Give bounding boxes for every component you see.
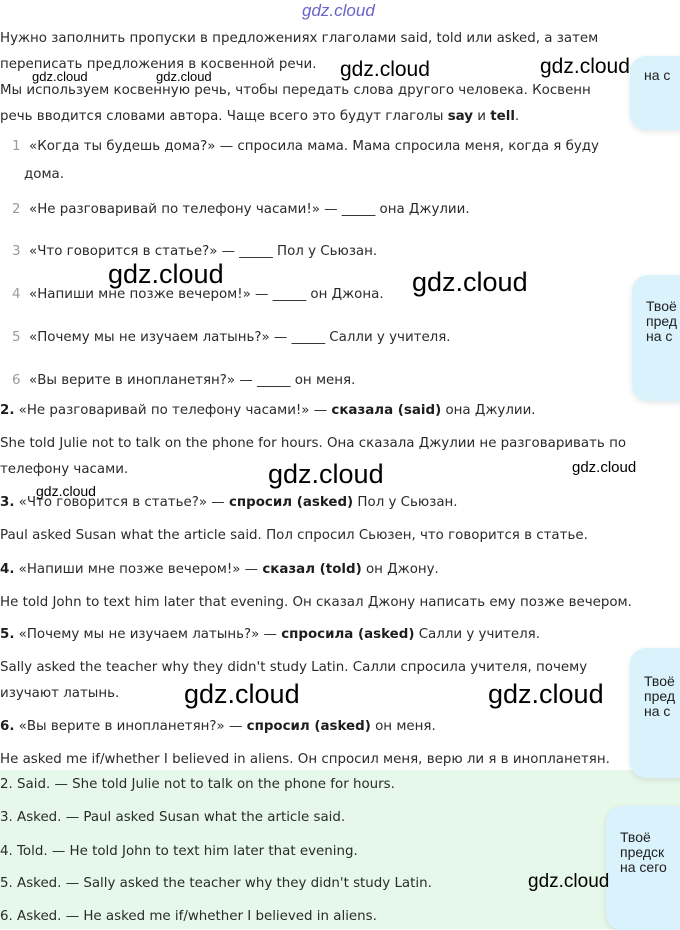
intro-line-4: речь вводится словами автора. Чаще всего это будут глаголы say и tell. <box>0 109 520 124</box>
exercise-item-1: 1 «Когда ты будешь дома?» — спросила мама. Мама спросила меня, когда я буду <box>12 139 599 154</box>
watermark: gdz.cloud <box>32 69 88 84</box>
watermark: gdz.cloud <box>184 679 300 709</box>
watermark: gdz.cloud <box>36 483 96 499</box>
intro-line-3: Мы используем косвенную речь, чтобы передать слова другого человека. Косвенн <box>0 83 591 98</box>
answer-2-translation-line-1: She told Julie not to talk on the phone for hours. Она сказала Джулии не разговаривать по <box>0 436 627 451</box>
answer-4-translation: He told John to text him later that evening. Он сказал Джону написать ему позже вечером. <box>0 595 632 610</box>
watermark: gdz.cloud <box>488 679 604 709</box>
watermark: gdz.cloud <box>528 871 610 892</box>
watermark: gdz.cloud <box>340 58 430 81</box>
intro-line-1: Нужно заполнить пропуски в предложениях глаголами said, told или asked, а затем <box>0 31 599 46</box>
watermark: gdz.cloud <box>540 55 630 78</box>
answer-3-heading: 3. «Что говорится в статье?» — спросил (asked) Пол у Сьюзан. <box>0 495 458 510</box>
intro-line-2: переписать предложения в косвенной речи. <box>0 57 317 72</box>
watermark: gdz.cloud <box>412 267 528 297</box>
answer-4-heading: 4. «Напиши мне позже вечером!» — сказал (told) он Джону. <box>0 562 439 577</box>
answer-2-translation-line-2: телефону часами. <box>0 462 129 477</box>
summary-line-6: 6. Asked. — He asked me if/whether I believed in aliens. <box>0 909 377 924</box>
exercise-item-3: 3 «Что говорится в статье?» — _____ Пол у Сьюзан. <box>12 244 378 259</box>
exercise-item-5: 5 «Почему мы не изучаем латынь?» — _____ Салли у учителя. <box>12 330 451 345</box>
exercise-item-1-continued: дома. <box>24 167 65 182</box>
summary-line-3: 3. Asked. — Paul asked Susan what the article said. <box>0 810 346 825</box>
exercise-item-2: 2 «Не разговаривай по телефону часами!» — _____ она Джулии. <box>12 202 470 217</box>
watermark: gdz.cloud <box>108 259 224 289</box>
promo-tooltip-1[interactable]: на с <box>630 56 680 130</box>
answer-3-translation: Paul asked Susan what the article said. Пол спросил Сьюзен, что говорится в статье. <box>0 528 588 543</box>
answer-5-heading: 5. «Почему мы не изучаем латынь?» — спросила (asked) Салли у учителя. <box>0 627 540 642</box>
summary-line-4: 4. Told. — He told John to text him later that evening. <box>0 844 358 859</box>
watermark: gdz.cloud <box>268 459 384 489</box>
exercise-item-6: 6 «Вы верите в инопланетян?» — _____ он меня. <box>12 373 356 388</box>
watermark: gdz.cloud <box>572 459 637 476</box>
promo-tooltip-4[interactable]: Твоё предск на сего <box>606 806 680 930</box>
summary-line-2: 2. Said. — She told Julie not to talk on the phone for hours. <box>0 777 395 792</box>
answer-5-translation-line-1: Sally asked the teacher why they didn't study Latin. Салли спросила учителя, почему <box>0 660 588 675</box>
answer-6-translation: He asked me if/whether I believed in aliens. Он спросил меня, верю ли я в инопланетян. <box>0 752 610 767</box>
exercise-item-4: 4 «Напиши мне позже вечером!» — _____ он Джона. <box>12 287 384 302</box>
summary-line-5: 5. Asked. — Sally asked the teacher why they didn't study Latin. <box>0 876 432 891</box>
answer-5-translation-line-2: изучают латынь. <box>0 686 120 701</box>
promo-tooltip-2[interactable]: Твоё пред на с <box>632 275 680 401</box>
watermark: gdz.cloud <box>156 69 212 84</box>
answer-6-heading: 6. «Вы верите в инопланетян?» — спросил (asked) он меня. <box>0 719 436 734</box>
promo-tooltip-3[interactable]: Твоё пред на с <box>630 648 680 778</box>
watermark-top: gdz.cloud <box>302 1 375 20</box>
answer-2-heading: 2. «Не разговаривай по телефону часами!» — сказала (said) она Джулии. <box>0 403 536 418</box>
